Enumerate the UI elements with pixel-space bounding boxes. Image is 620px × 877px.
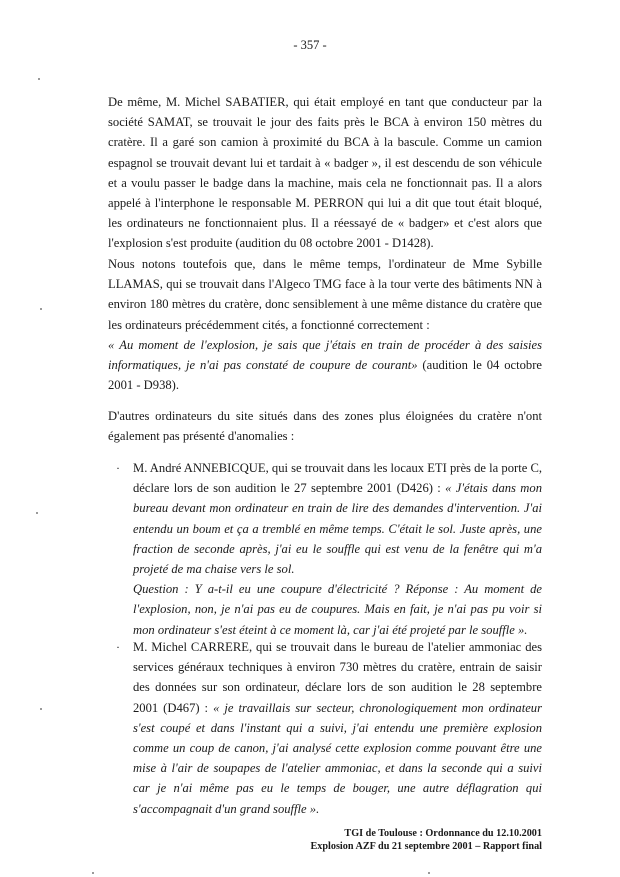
quote-paragraph bbox=[108, 335, 542, 396]
paragraph-other-computers bbox=[108, 406, 542, 446]
bullet-paragraph bbox=[133, 637, 542, 819]
paragraph-text: Nous notons toutefois que, dans le même temps, l'ordinateur de Mme Sybille LLAMAS, qui se trouvait dans l'Algeco TMG face à la tour verte des bâtiments NN à environ 180 mètres du cratère, donc sensiblement à une même distance du cratère que les ordinateurs précédemment cités, a fonctionné correctement : bbox=[108, 257, 542, 332]
scan-speck bbox=[40, 308, 42, 310]
question-answer-text: Question : Y a-t-il eu une coupure d'électricité ? Réponse : Au moment de l'explosion, non, je n'ai pas eu de coupures. Mais en fait, je n'ai pas pu voir si mon ordinateur s'est éteint à ce moment là, car j'ai été projeté par le souffle ». bbox=[133, 582, 542, 637]
list-item-annebicque bbox=[108, 458, 542, 640]
bullet-paragraph bbox=[133, 458, 542, 579]
list-item-carrere bbox=[108, 637, 542, 819]
bullet-marker: · bbox=[116, 461, 120, 475]
footer-line-report: Explosion AZF du 21 septembre 2001 – Rapport final bbox=[310, 841, 542, 852]
scan-speck bbox=[40, 708, 42, 710]
footer-line-court: TGI de Toulouse : Ordonnance du 12.10.2001 bbox=[344, 828, 542, 839]
scan-speck bbox=[36, 512, 38, 514]
paragraph-text: D'autres ordinateurs du site situés dans des zones plus éloignées du cratère n'ont également pas présenté d'anomalies : bbox=[108, 409, 542, 444]
scan-speck bbox=[38, 78, 40, 80]
scan-speck bbox=[428, 872, 430, 874]
quote-text: « Au moment de l'explosion, je sais que j'étais en train de procéder à des saisies informatiques, je n'ai pas constaté de coupure de courant» bbox=[108, 337, 542, 373]
scan-speck bbox=[92, 872, 94, 874]
paragraph-llamas bbox=[108, 254, 542, 395]
bullet-intro-text: M. André ANNEBICQUE, qui se trouvait dans les locaux ETI près de la porte C, déclare lors de son audition le 27 septembre 2001 (D426) : bbox=[133, 461, 542, 496]
quote-text: « je travaillais sur secteur, chronologiquement mon ordinateur s'est coupé et dans l'instant qui a suivi, j'ai entendu une première explosion comme un coup de canon, j'ai analysé cette explosion comme pouvant être une mise à l'air de soupapes de l'atelier ammoniac, et dans la seconde qui a suivi car je n'ai même pas eu le temps de bouger, une autre déflagration qui s'accompagnait d'un grand souffle ». bbox=[133, 700, 542, 816]
reference-text: (audition le 04 octobre 2001 - D938). bbox=[108, 358, 542, 393]
bullet-paragraph bbox=[133, 579, 542, 640]
bullet-marker: · bbox=[116, 640, 120, 654]
paragraph-sabatier bbox=[108, 92, 542, 254]
paragraph-text: De même, M. Michel SABATIER, qui était employé en tant que conducteur par la société SAMAT, se trouvait le jour des faits près le BCA à environ 150 mètres du cratère. Il a garé son camion à proximité du BCA à la bascule. Comme un camion espagnol se trouvait devant lui et tardait à « badger », il est descendu de son véhicule et a voulu passer le badge dans la machine, mais cela ne fonctionnait pas. Il a alors appelé à l'interphone le responsable M. PERRON qui lui a dit que tout était bloqué, les ordinateurs ne fonctionnaient plus. Il a réessayé de « badger» et c'est alors que l'explosion s'est produite (audition du 08 octobre 2001 - D1428). bbox=[108, 95, 542, 251]
bullet-intro-text: M. Michel CARRERE, qui se trouvait dans le bureau de l'atelier ammoniac des services généraux techniques à environ 730 mètres du cratère, entrain de saisir des données sur son ordinateur, déclare lors de son audition le 28 septembre 2001 (D467) : bbox=[133, 640, 542, 715]
page-number: - 357 - bbox=[293, 38, 327, 52]
quote-text: « J'étais dans mon bureau devant mon ordinateur en train de lire des demandes d'intervention. J'ai entendu un boum et ça a tremblé en même temps. C'était le sol. Juste après, une fraction de seconde après, j'ai eu le souffle qui est venu de la fenêtre qui m'a projeté de ma chaise vers le sol. bbox=[133, 481, 542, 577]
